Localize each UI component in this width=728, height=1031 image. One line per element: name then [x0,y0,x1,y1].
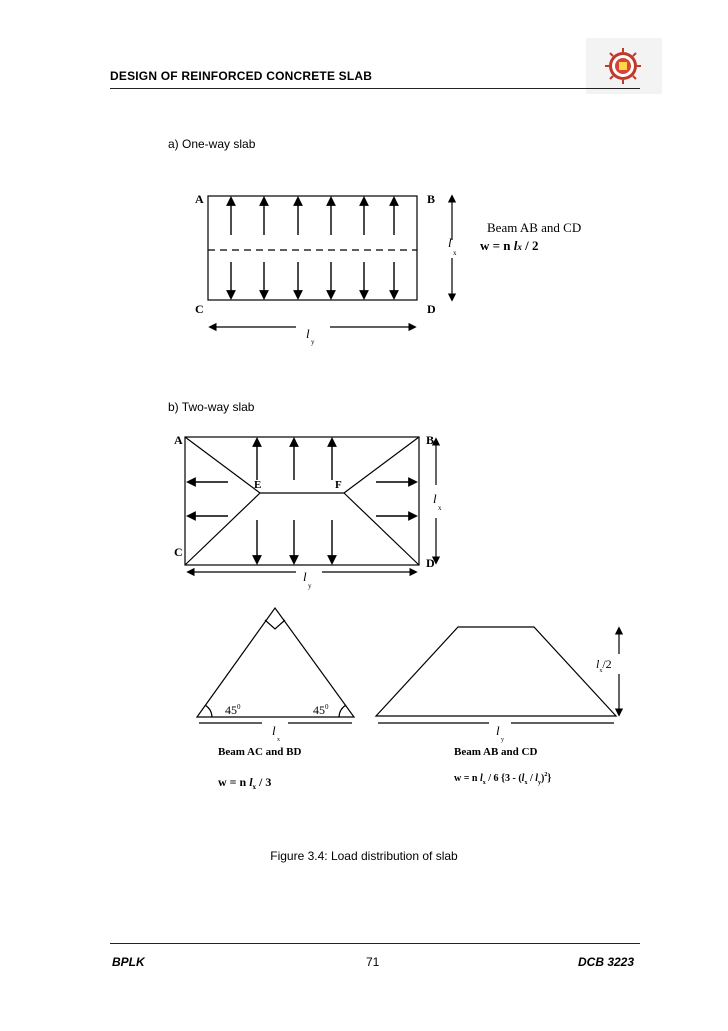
triangle-formula: w = n $l_x / 3$ [218,775,272,791]
section-a-label: a) One-way slab [168,137,256,151]
two-way-load-arrows [188,439,416,563]
footer-left: BPLK [112,955,145,969]
trapezoid-beam-title: Beam AB and CD [454,746,538,758]
one-way-lx-symbol: l [448,235,452,250]
figure-caption: Figure 3.4: Load distribution of slab [270,849,458,863]
one-way-ly-sub: y [311,338,315,346]
trapezoid-base-sub: y [501,737,504,743]
triangle-base-sub: x [277,737,280,743]
triangle-beam-title: Beam AC and BD [218,746,302,758]
trapezoid-load-diagram [376,627,616,716]
one-way-corner-c: C [195,302,204,316]
right-angle-mark [265,620,285,629]
one-way-lx-sub: x [453,249,457,257]
right-angle-arc [339,705,346,717]
one-way-corner-b: B [427,192,436,206]
section-b-label: b) Two-way slab [168,400,255,414]
header-title: DESIGN OF REINFORCED CONCRETE SLAB [110,69,373,83]
two-way-corner-a: A [174,433,183,447]
one-way-formula: w = n lx / 2 [480,238,539,253]
trapezoid-height-label: $l_x/2$ [596,657,612,674]
footer-right: DCB 3223 [578,955,635,969]
footer-rule [110,943,640,944]
two-way-lx-symbol: l [433,491,437,506]
two-way-corner-d: D [426,556,435,570]
one-way-load-arrows [231,198,394,298]
trapezoid-shape [376,627,616,716]
triangle-angle-right: $45^0$ [313,703,329,717]
two-way-point-f: F [335,479,342,491]
one-way-corner-d: D [427,302,436,316]
one-way-slab-outline [208,196,417,300]
one-way-beam-title: Beam AB and CD [487,220,582,235]
two-way-lx-sub: x [438,504,442,512]
two-way-slab-outline [185,437,419,565]
two-way-slab [185,437,419,565]
one-way-slab [208,196,417,300]
left-angle-arc [205,705,212,717]
two-way-point-e: E [254,479,262,491]
two-way-ly-sub: y [308,582,312,590]
triangle-load-diagram [197,608,354,717]
triangle-shape [197,608,354,717]
trapezoid-base-symbol: l [496,723,500,738]
triangle-base-symbol: l [272,723,276,738]
one-way-corner-a: A [195,192,204,206]
two-way-corner-b: B [426,433,435,447]
page-number: 71 [366,955,380,969]
two-way-ly-symbol: l [303,569,307,584]
trapezoid-formula: w = n $l_x / 6$ $\{3 - (l_x / l_y)^2\}$ [454,772,552,786]
triangle-angle-left: $45^0$ [225,703,241,717]
two-way-corner-c: C [174,545,183,559]
one-way-ly-symbol: l [306,326,310,341]
